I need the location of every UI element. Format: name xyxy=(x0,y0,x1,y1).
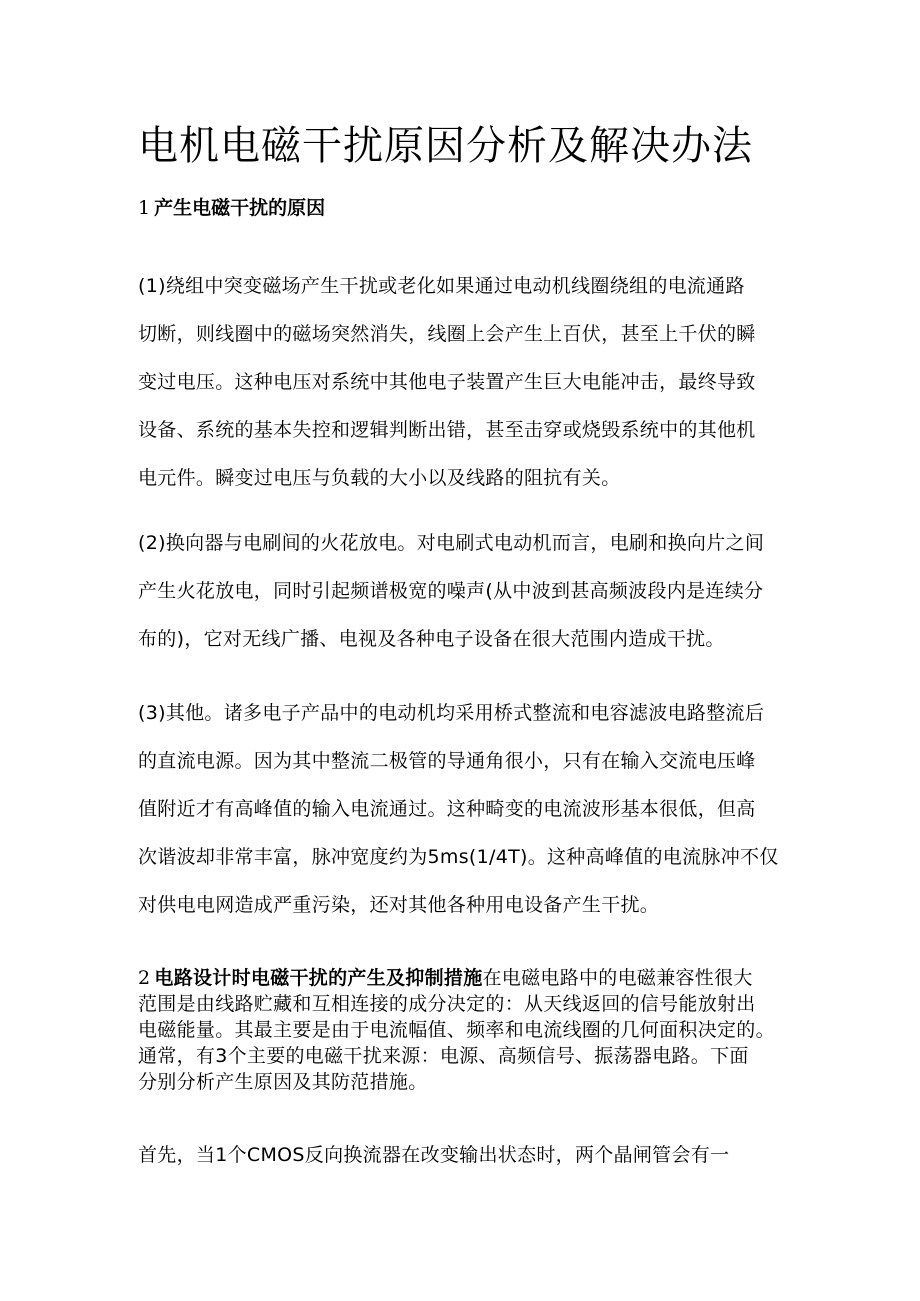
paragraph-line: 通常，有3个主要的电磁干扰来源：电源、高频信号、振荡器电路。下面 xyxy=(138,1045,749,1067)
paragraph-line: (3)其他。诸多电子产品中的电动机均采用桥式整流和电容滤波电路整流后 xyxy=(138,702,765,724)
paragraph-line: 的直流电源。因为其中整流二极管的导通角很小，只有在输入交流电压峰 xyxy=(138,750,756,772)
paragraph-line: 电元件。瞬变过电压与负载的大小以及线路的阻抗有关。 xyxy=(138,467,621,489)
paragraph-line: 设备、系统的基本失控和逻辑判断出错，甚至击穿或烧毁系统中的其他机 xyxy=(138,419,756,441)
paragraph-line: (2)换向器与电刷间的火花放电。对电刷式电动机而言，电刷和换向片之间 xyxy=(138,532,765,554)
paragraph-3 xyxy=(138,689,788,929)
paragraph-line: 分别分析产生原因及其防范措施。 xyxy=(138,1071,428,1093)
paragraph-5 xyxy=(138,1131,788,1179)
section-1-title: 产生电磁干扰的原因 xyxy=(154,197,326,219)
paragraph-line: 切断，则线圈中的磁场突然消失，线圈上会产生上百伏，甚至上千伏的瞬 xyxy=(138,323,756,345)
paragraph-line: 范围是由线路贮藏和互相连接的成分决定的：从天线返回的信号能放射出 xyxy=(138,993,756,1015)
section-2-title: 电路设计时电磁干扰的产生及抑制措施 xyxy=(154,967,483,989)
paragraph-1 xyxy=(138,262,788,502)
paragraph-line: 次谐波却非常丰富，脉冲宽度约为5ms(1/4T)。这种高峰值的电流脉冲不仅 xyxy=(138,846,779,868)
document-title: 电机电磁干扰原因分析及解决办法 xyxy=(138,123,753,169)
paragraph-line: 电磁能量。其最主要是由于电流幅值、频率和电流线圈的几何面积决定的。 xyxy=(138,1019,775,1041)
paragraph-line: 变过电压。这种电压对系统中其他电子装置产生巨大电能冲击，最终导致 xyxy=(138,371,756,393)
section-2-number: 2 xyxy=(138,967,151,989)
section-2-paragraph xyxy=(138,965,788,1095)
paragraph-2 xyxy=(138,519,788,663)
paragraph-line: 布的)，它对无线广播、电视及各种电子设备在很大范围内造成干扰。 xyxy=(138,628,725,650)
section-2-first-line-text: 在电磁电路中的电磁兼容性很大 xyxy=(482,967,753,989)
paragraph-line: 对供电电网造成严重污染，还对其他各种用电设备产生干扰。 xyxy=(138,894,660,916)
paragraph-line: 产生火花放电，同时引起频谱极宽的噪声(从中波到甚高频波段内是连续分 xyxy=(138,580,764,602)
paragraph-line: (1)绕组中突变磁场产生干扰或老化如果通过电动机线圈绕组的电流通路 xyxy=(138,275,745,297)
section-1-heading xyxy=(138,195,325,221)
section-1-number: 1 xyxy=(138,197,151,219)
paragraph-line: 值附近才有高峰值的输入电流通过。这种畸变的电流波形基本很低，但高 xyxy=(138,798,756,820)
section-2-first-line xyxy=(138,965,788,991)
paragraph-line: 首先，当1个CMOS反向换流器在改变输出状态时，两个晶闸管会有一 xyxy=(138,1144,730,1166)
